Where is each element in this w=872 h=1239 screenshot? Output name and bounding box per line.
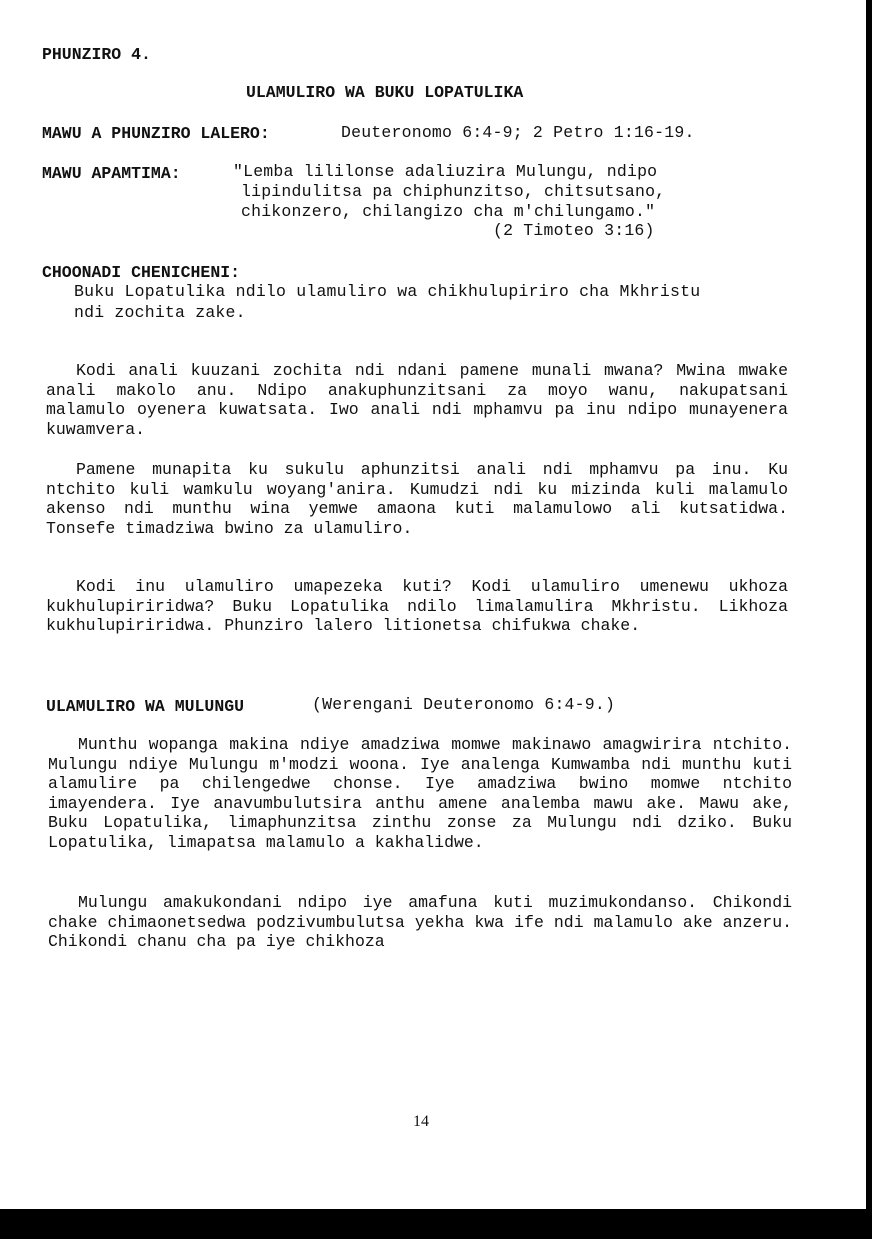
key-verse-line: chikonzero, chilangizo cha m'chilungamo." — [241, 202, 656, 221]
key-verse-line: "Lemba lililonse adaliuzira Mulungu, ndipo — [233, 162, 658, 181]
section-heading: ULAMULIRO WA MULUNGU — [46, 697, 245, 716]
lesson-number: PHUNZIRO 4. — [42, 45, 151, 64]
key-verse-label: MAWU APAMTIMA: — [42, 164, 181, 183]
section-reference: (Werengani Deuteronomo 6:4-9.) — [312, 695, 616, 714]
scan-edge-right — [866, 0, 872, 1239]
central-truth-line: Buku Lopatulika ndilo ulamuliro wa chikhulupiriro cha Mkhristu — [74, 282, 701, 301]
section-paragraph: Munthu wopanga makina ndiye amadziwa momwe makinawo amagwirira ntchito. Mulungu ndiye Mulungu m'modzi woona. Iye analenga Kumwamba ndi munthu kuti alamulire pa chilengedwe chonse. Iye amadziwa bwino momwe ntchito imayendera. Iye anavumbulutsira anthu amene analemba mawu ake. Mawu ake, Buku Lopatulika, limaphunzitsa zinthu zonse za Mulungu ndi dziko. Buku Lopatulika, limapatsa malamulo a kakhalidwe. — [48, 735, 792, 852]
key-verse-reference: (2 Timoteo 3:16) — [493, 221, 655, 240]
intro-paragraph: Pamene munapita ku sukulu aphunzitsi anali ndi mphamvu pa inu. Ku ntchito kuli wamkulu woyang'anira. Kumudzi ndi ku mizinda kuli malamulo akenso ndi munthu wina yemwe amaona kuti malamulowo ali kutsatidwa. Tonsefe timadziwa bwino za ulamuliro. — [46, 460, 788, 538]
central-truth-label: CHOONADI CHENICHENI: — [42, 263, 241, 282]
lesson-words-text: Deuteronomo 6:4-9; 2 Petro 1:16-19. — [341, 123, 695, 142]
scan-edge-bottom — [0, 1209, 872, 1239]
intro-paragraph: Kodi inu ulamuliro umapezeka kuti? Kodi ulamuliro umenewu ukhoza kukhulupiriridwa? Buku Lopatulika ndilo limalamulira Mkhristu. Likhoza kukhulupiriridwa. Phunziro lalero litionetsa chifukwa chake. — [46, 577, 788, 635]
lesson-title: ULAMULIRO WA BUKU LOPATULIKA — [246, 83, 524, 102]
lesson-words-label: MAWU A PHUNZIRO LALERO: — [42, 124, 270, 143]
central-truth-line: ndi zochita zake. — [74, 303, 246, 322]
intro-paragraph: Kodi anali kuuzani zochita ndi ndani pamene munali mwana? Mwina mwake anali makolo anu. Ndipo anakuphunzitsani za moyo wanu, nakupatsani malamulo oyenera kuwatsata. Iwo anali ndi mphamvu pa inu ndipo munayenera kuwamvera. — [46, 361, 788, 439]
page-number: 14 — [413, 1113, 429, 1130]
key-verse-line: lipindulitsa pa chiphunzitso, chitsutsano, — [241, 182, 666, 201]
section-paragraph: Mulungu amakukondani ndipo iye amafuna kuti muzimukondanso. Chikondi chake chimaonetsedwa podzivumbulutsa yekha kwa ife ndi malamulo ake anzeru. Chikondi chanu cha pa iye chikhoza — [48, 893, 792, 951]
